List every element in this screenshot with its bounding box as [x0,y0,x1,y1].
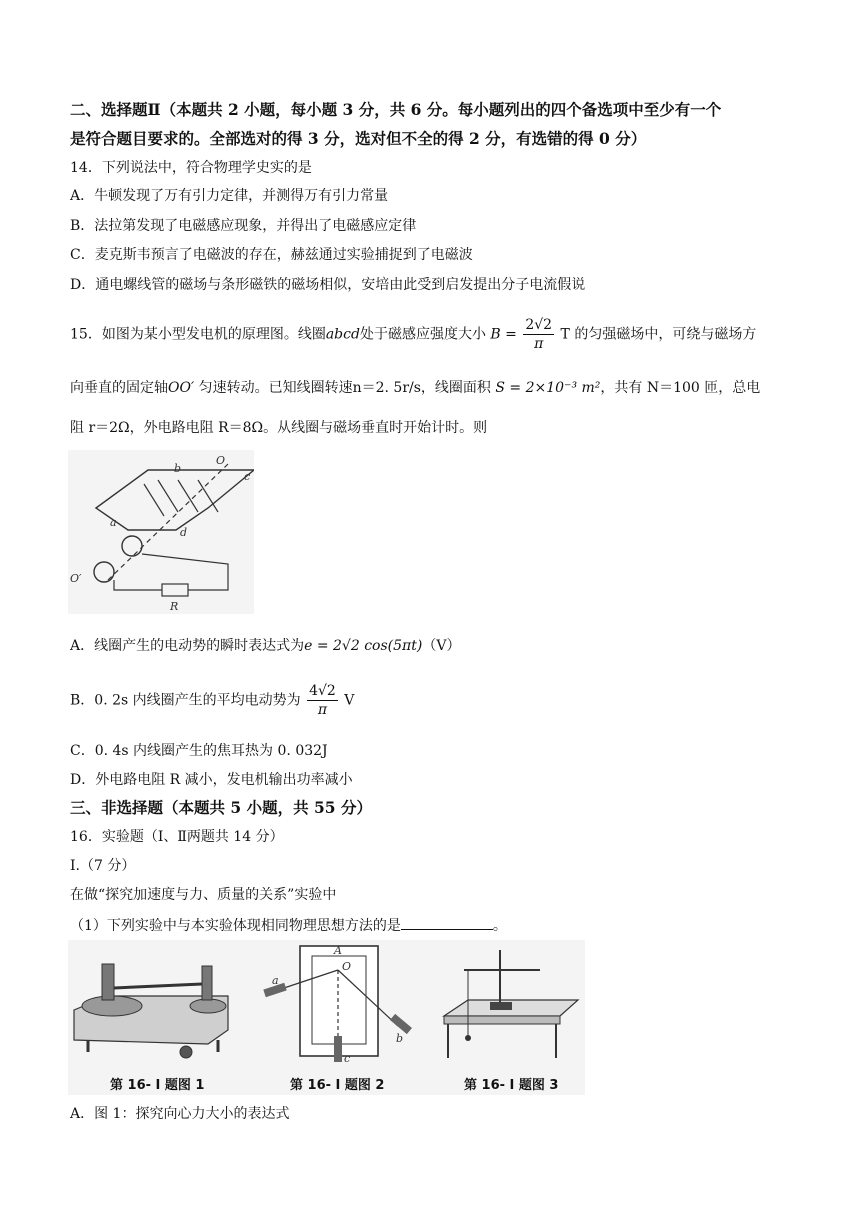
label-b: b [174,462,182,475]
q14-option-b: B．法拉第发现了电磁感应现象，并得出了电磁感应定律 [70,218,417,234]
figure-caption-3: 第 16- Ⅰ 题图 3 [464,1078,559,1093]
q15-line3: 阻 r＝2Ω，外电路电阻 R＝8Ω。从线圈与磁场垂直时开始计时。则 [70,420,488,436]
q15-option-d: D．外电路电阻 R 减小，发电机输出功率减小 [70,772,353,788]
q15-line1: 15．如图为某小型发电机的原理图。线圈abcd处于磁感应强度大小 B = $\frac{2√2}{\pi}$ T 的匀强磁场中，可绕与磁场方 [70,317,757,352]
label-o: O [216,454,226,467]
label-d: d [180,526,188,539]
label-o-center: O [342,960,352,973]
q15-option-c: C．0. 4s 内线圈产生的焦耳热为 0. 032J [70,743,328,759]
avg-emf-fraction: $\frac{4√2}{\pi}$ [309,683,336,718]
q16-part1: Ⅰ.（7 分） [70,858,136,874]
q16-sub1: （1）下列实验中与本实验体现相同物理思想方法的是 。 [70,915,507,936]
section3-heading: 三、非选择题（本题共 5 小题，共 55 分） [70,798,372,817]
q15-option-a: A．线圈产生的电动势的瞬时表达式为e = 2√2 cos(5πt)（V） [70,638,461,654]
q16-stem: 16．实验题（Ⅰ、Ⅱ两题共 14 分） [70,829,284,845]
q15-option-b: B．0. 2s 内线圈产生的平均电动势为 $\frac{4√2}{\pi}$ V [70,683,355,718]
force-board-illustration [263,944,412,1065]
stand-illustration [444,950,578,1058]
label-a: a [110,516,117,529]
label-r: R [170,600,179,613]
label-c-scale: c [344,1052,351,1065]
label-a-scale: a [272,974,279,987]
label-a-top: A [334,944,342,957]
q16-intro: 在做“探究加速度与力、质量的关系”实验中 [70,887,337,903]
figure-caption-1: 第 16- Ⅰ 题图 1 [110,1078,205,1093]
section2-heading-line2: 是符合题目要求的。全部选对的得 3 分，选对但不全的得 2 分，有选错的得 0 分） [70,129,647,148]
b-field-fraction: $\frac{2√2}{\pi}$ [525,317,553,352]
generator-diagram [68,450,254,614]
q14-option-c: C．麦克斯韦预言了电磁波的存在，赫兹通过实验捕捉到了电磁波 [70,247,473,263]
label-b-scale: b [396,1032,404,1045]
label-o-prime: O′ [70,572,82,585]
section2-heading-line1: 二、选择题Ⅱ（本题共 2 小题，每小题 3 分，共 6 分。每小题列出的四个备选项中至少有一个 [70,100,722,119]
answer-blank[interactable] [401,915,493,930]
q14-stem: 14．下列说法中，符合物理学史实的是 [70,160,312,176]
q15-line2: 向垂直的固定轴OO′ 匀速转动。已知线圈转速n＝2. 5r/s，线圈面积 S = 2×10⁻³ m²，共有 N＝100 匝，总电 [70,380,761,396]
experiment-figures [68,940,585,1095]
figure-caption-2: 第 16- Ⅰ 题图 2 [290,1078,385,1093]
q14-option-d: D．通电螺线管的磁场与条形磁铁的磁场相似，安培由此受到启发提出分子电流假说 [70,277,586,293]
label-c: c [244,470,251,483]
centripetal-apparatus-illustration [74,964,228,1058]
q16-option-a: A．图 1：探究向心力大小的表达式 [70,1106,290,1122]
q14-option-a: A．牛顿发现了万有引力定律，并测得万有引力常量 [70,188,389,204]
